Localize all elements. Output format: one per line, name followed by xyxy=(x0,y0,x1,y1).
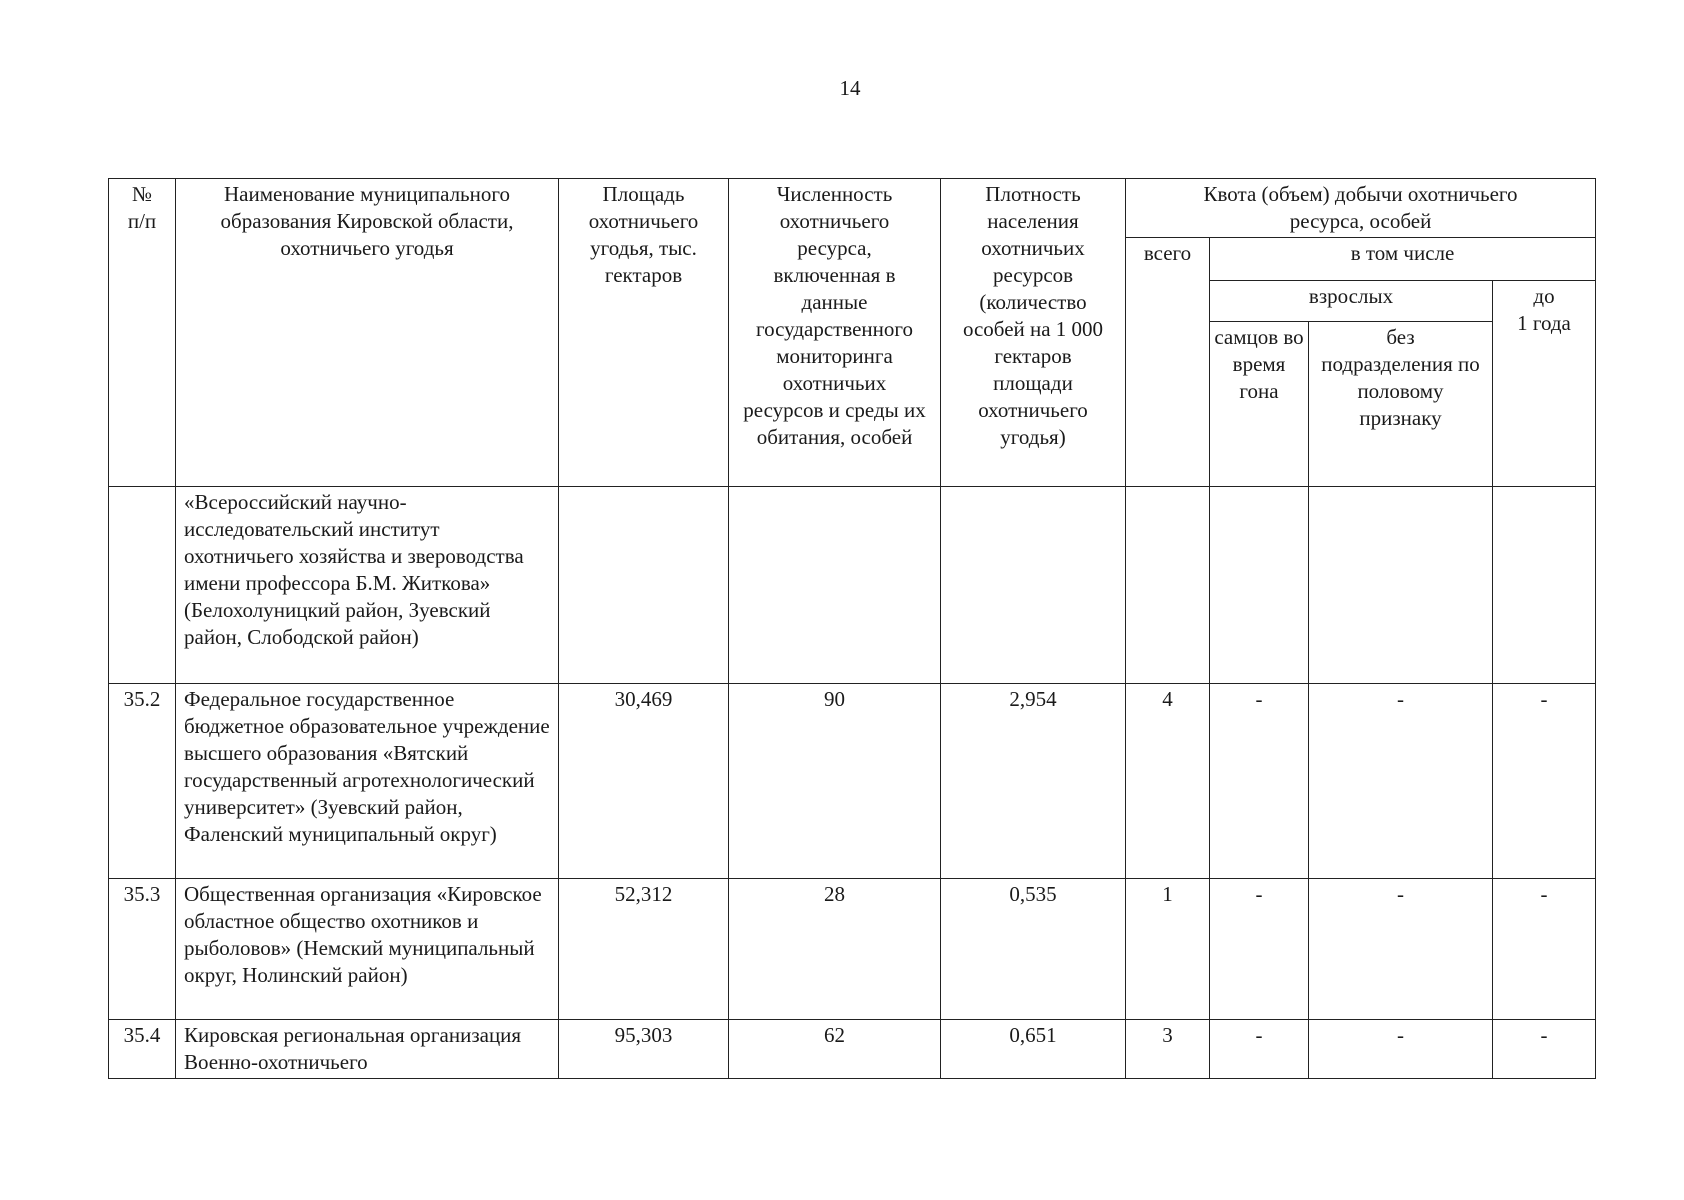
row-area xyxy=(559,487,729,684)
row-young: - xyxy=(1493,879,1596,1020)
header-density: Плотность населения охотничьих ресурсов (количество особей на 1 000 гектаров площади охотничьего угодья) xyxy=(941,179,1126,487)
row-area: 95,303 xyxy=(559,1020,729,1079)
row-count: 28 xyxy=(729,879,941,1020)
header-including: в том числе xyxy=(1210,238,1596,281)
row-density: 0,535 xyxy=(941,879,1126,1020)
table-row xyxy=(109,487,1596,684)
row-name: «Всероссийский научно-исследовательский институт охотничьего хозяйства и звероводства имени профессора Б.М. Житкова» (Белохолуницкий район, Зуевский район, Слободской район) xyxy=(176,487,559,684)
header-no-sex: без подразделения по половому признаку xyxy=(1309,322,1493,487)
row-nosex: - xyxy=(1309,684,1493,879)
header-under-one: до 1 года xyxy=(1493,281,1596,487)
row-young: - xyxy=(1493,1020,1596,1079)
table-row xyxy=(109,879,1596,1020)
row-young xyxy=(1493,487,1596,684)
row-nosex: - xyxy=(1309,879,1493,1020)
header-area: Площадь охотничьего угодья, тыс. гектаров xyxy=(559,179,729,487)
row-name: Федеральное государственное бюджетное образовательное учреждение высшего образования «Вятский государственный агротехнологический университет» (Зуевский район, Фаленский муниципальный округ) xyxy=(176,684,559,879)
row-density: 0,651 xyxy=(941,1020,1126,1079)
row-name: Кировская региональная организация Военно-охотничьего xyxy=(176,1020,559,1079)
row-count xyxy=(729,487,941,684)
quota-table xyxy=(108,178,1596,1079)
page-number: 14 xyxy=(839,76,861,100)
row-total: 4 xyxy=(1126,684,1210,879)
row-males: - xyxy=(1210,1020,1309,1079)
header-adults: взрослых xyxy=(1210,281,1493,322)
row-area: 52,312 xyxy=(559,879,729,1020)
row-count: 90 xyxy=(729,684,941,879)
row-count: 62 xyxy=(729,1020,941,1079)
row-total: 1 xyxy=(1126,879,1210,1020)
row-nosex: - xyxy=(1309,1020,1493,1079)
row-num: 35.4 xyxy=(109,1020,176,1079)
header-males-rut: самцов во время гона xyxy=(1210,322,1309,487)
row-males: - xyxy=(1210,684,1309,879)
row-name: Общественная организация «Кировское областное общество охотников и рыболовов» (Немский муниципальный округ, Нолинский район) xyxy=(176,879,559,1020)
header-count: Численность охотничьего ресурса, включенная в данные государственного мониторинга охотничьих ресурсов и среды их обитания, особей xyxy=(729,179,941,487)
row-num: 35.2 xyxy=(109,684,176,879)
row-density: 2,954 xyxy=(941,684,1126,879)
table-row xyxy=(109,1020,1596,1079)
row-males xyxy=(1210,487,1309,684)
header-num: № п/п xyxy=(109,179,176,487)
row-num xyxy=(109,487,176,684)
row-males: - xyxy=(1210,879,1309,1020)
row-nosex xyxy=(1309,487,1493,684)
header-name: Наименование муниципального образования Кировской области, охотничьего угодья xyxy=(176,179,559,487)
header-quota: Квота (объем) добычи охотничьего ресурса, особей xyxy=(1126,179,1596,238)
table-row xyxy=(109,684,1596,879)
row-area: 30,469 xyxy=(559,684,729,879)
row-num: 35.3 xyxy=(109,879,176,1020)
row-total: 3 xyxy=(1126,1020,1210,1079)
row-total xyxy=(1126,487,1210,684)
row-density xyxy=(941,487,1126,684)
header-row-1 xyxy=(109,179,1596,238)
row-young: - xyxy=(1493,684,1596,879)
header-total: всего xyxy=(1126,238,1210,487)
